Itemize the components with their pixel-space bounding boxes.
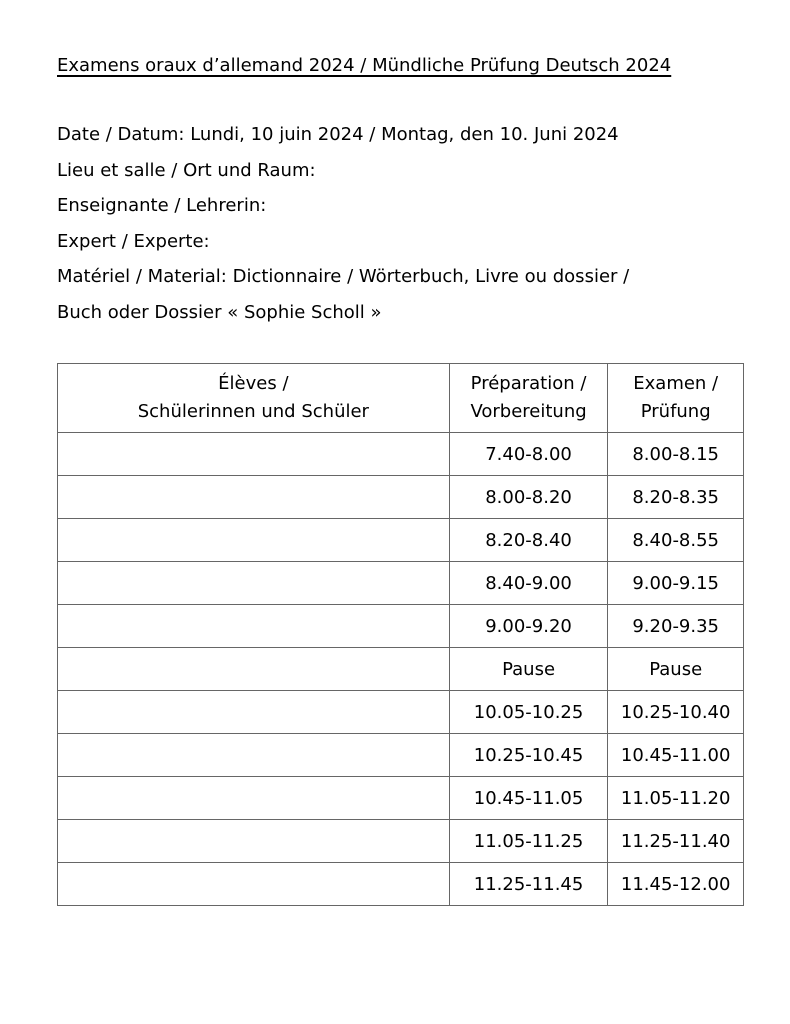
exam-time-cell: 8.20-8.35 — [608, 476, 744, 519]
preparation-time-cell: 7.40-8.00 — [449, 433, 608, 476]
table-row — [58, 820, 744, 863]
exam-time-cell: 11.25-11.40 — [608, 820, 744, 863]
student-cell — [58, 433, 450, 476]
preparation-time-cell: 9.00-9.20 — [449, 605, 608, 648]
exam-time-cell: 11.45-12.00 — [608, 863, 744, 906]
info-line-expert: Expert / Experte: — [57, 230, 210, 252]
preparation-time-cell: 8.20-8.40 — [449, 519, 608, 562]
exam-time-cell: 8.40-8.55 — [608, 519, 744, 562]
column-header-exam — [608, 364, 744, 433]
exam-schedule-table — [57, 363, 744, 906]
preparation-time-cell: Pause — [449, 648, 608, 691]
column-header-students-line1: Élèves / — [218, 373, 289, 394]
table-row — [58, 734, 744, 777]
table-row — [58, 519, 744, 562]
info-line-material: Matériel / Material: Dictionnaire / Wörterbuch, Livre ou dossier / — [57, 266, 630, 287]
exam-time-cell: 9.00-9.15 — [608, 562, 744, 605]
table-row — [58, 562, 744, 605]
preparation-time-cell: 10.05-10.25 — [449, 691, 608, 734]
student-cell — [58, 691, 450, 734]
student-cell — [58, 476, 450, 519]
exam-time-cell: 8.00-8.15 — [608, 433, 744, 476]
column-header-exam-line2: Prüfung — [640, 401, 711, 422]
student-cell — [58, 519, 450, 562]
table-row — [58, 863, 744, 906]
preparation-time-cell: 11.25-11.45 — [449, 863, 608, 906]
info-line-location: Lieu et salle / Ort und Raum: — [57, 159, 316, 181]
table-row-pause — [58, 648, 744, 691]
info-line-teacher: Enseignante / Lehrerin: — [57, 195, 267, 216]
column-header-students — [58, 364, 450, 433]
document-info-block — [57, 117, 744, 330]
student-cell — [58, 820, 450, 863]
table-row — [58, 691, 744, 734]
student-cell — [58, 605, 450, 648]
exam-time-cell: 9.20-9.35 — [608, 605, 744, 648]
table-row — [58, 476, 744, 519]
preparation-time-cell: 10.45-11.05 — [449, 777, 608, 820]
column-header-exam-line1: Examen / — [633, 373, 719, 394]
exam-time-cell: 10.45-11.00 — [608, 734, 744, 777]
table-row — [58, 777, 744, 820]
column-header-preparation-line1: Préparation / — [470, 373, 587, 394]
student-cell — [58, 863, 450, 906]
preparation-time-cell: 10.25-10.45 — [449, 734, 608, 777]
student-cell — [58, 648, 450, 691]
student-cell — [58, 777, 450, 820]
preparation-time-cell: 8.40-9.00 — [449, 562, 608, 605]
header-row — [58, 364, 744, 433]
student-cell — [58, 734, 450, 777]
exam-time-cell: 11.05-11.20 — [608, 777, 744, 820]
preparation-time-cell: 8.00-8.20 — [449, 476, 608, 519]
student-cell — [58, 562, 450, 605]
table-row — [58, 433, 744, 476]
exam-time-cell: 10.25-10.40 — [608, 691, 744, 734]
info-line-date: Date / Datum: Lundi, 10 juin 2024 / Montag, den 10. Juni 2024 — [57, 124, 619, 145]
column-header-students-line2: Schülerinnen und Schüler — [137, 401, 369, 422]
exam-time-cell: Pause — [608, 648, 744, 691]
column-header-preparation-line2: Vorbereitung — [470, 401, 587, 422]
document-title: Examens oraux d’allemand 2024 / Mündliche Prüfung Deutsch 2024 — [57, 55, 672, 76]
preparation-time-cell: 11.05-11.25 — [449, 820, 608, 863]
table-row — [58, 605, 744, 648]
column-header-preparation — [449, 364, 608, 433]
info-line-material-continued: Buch oder Dossier « Sophie Scholl » — [57, 301, 382, 323]
